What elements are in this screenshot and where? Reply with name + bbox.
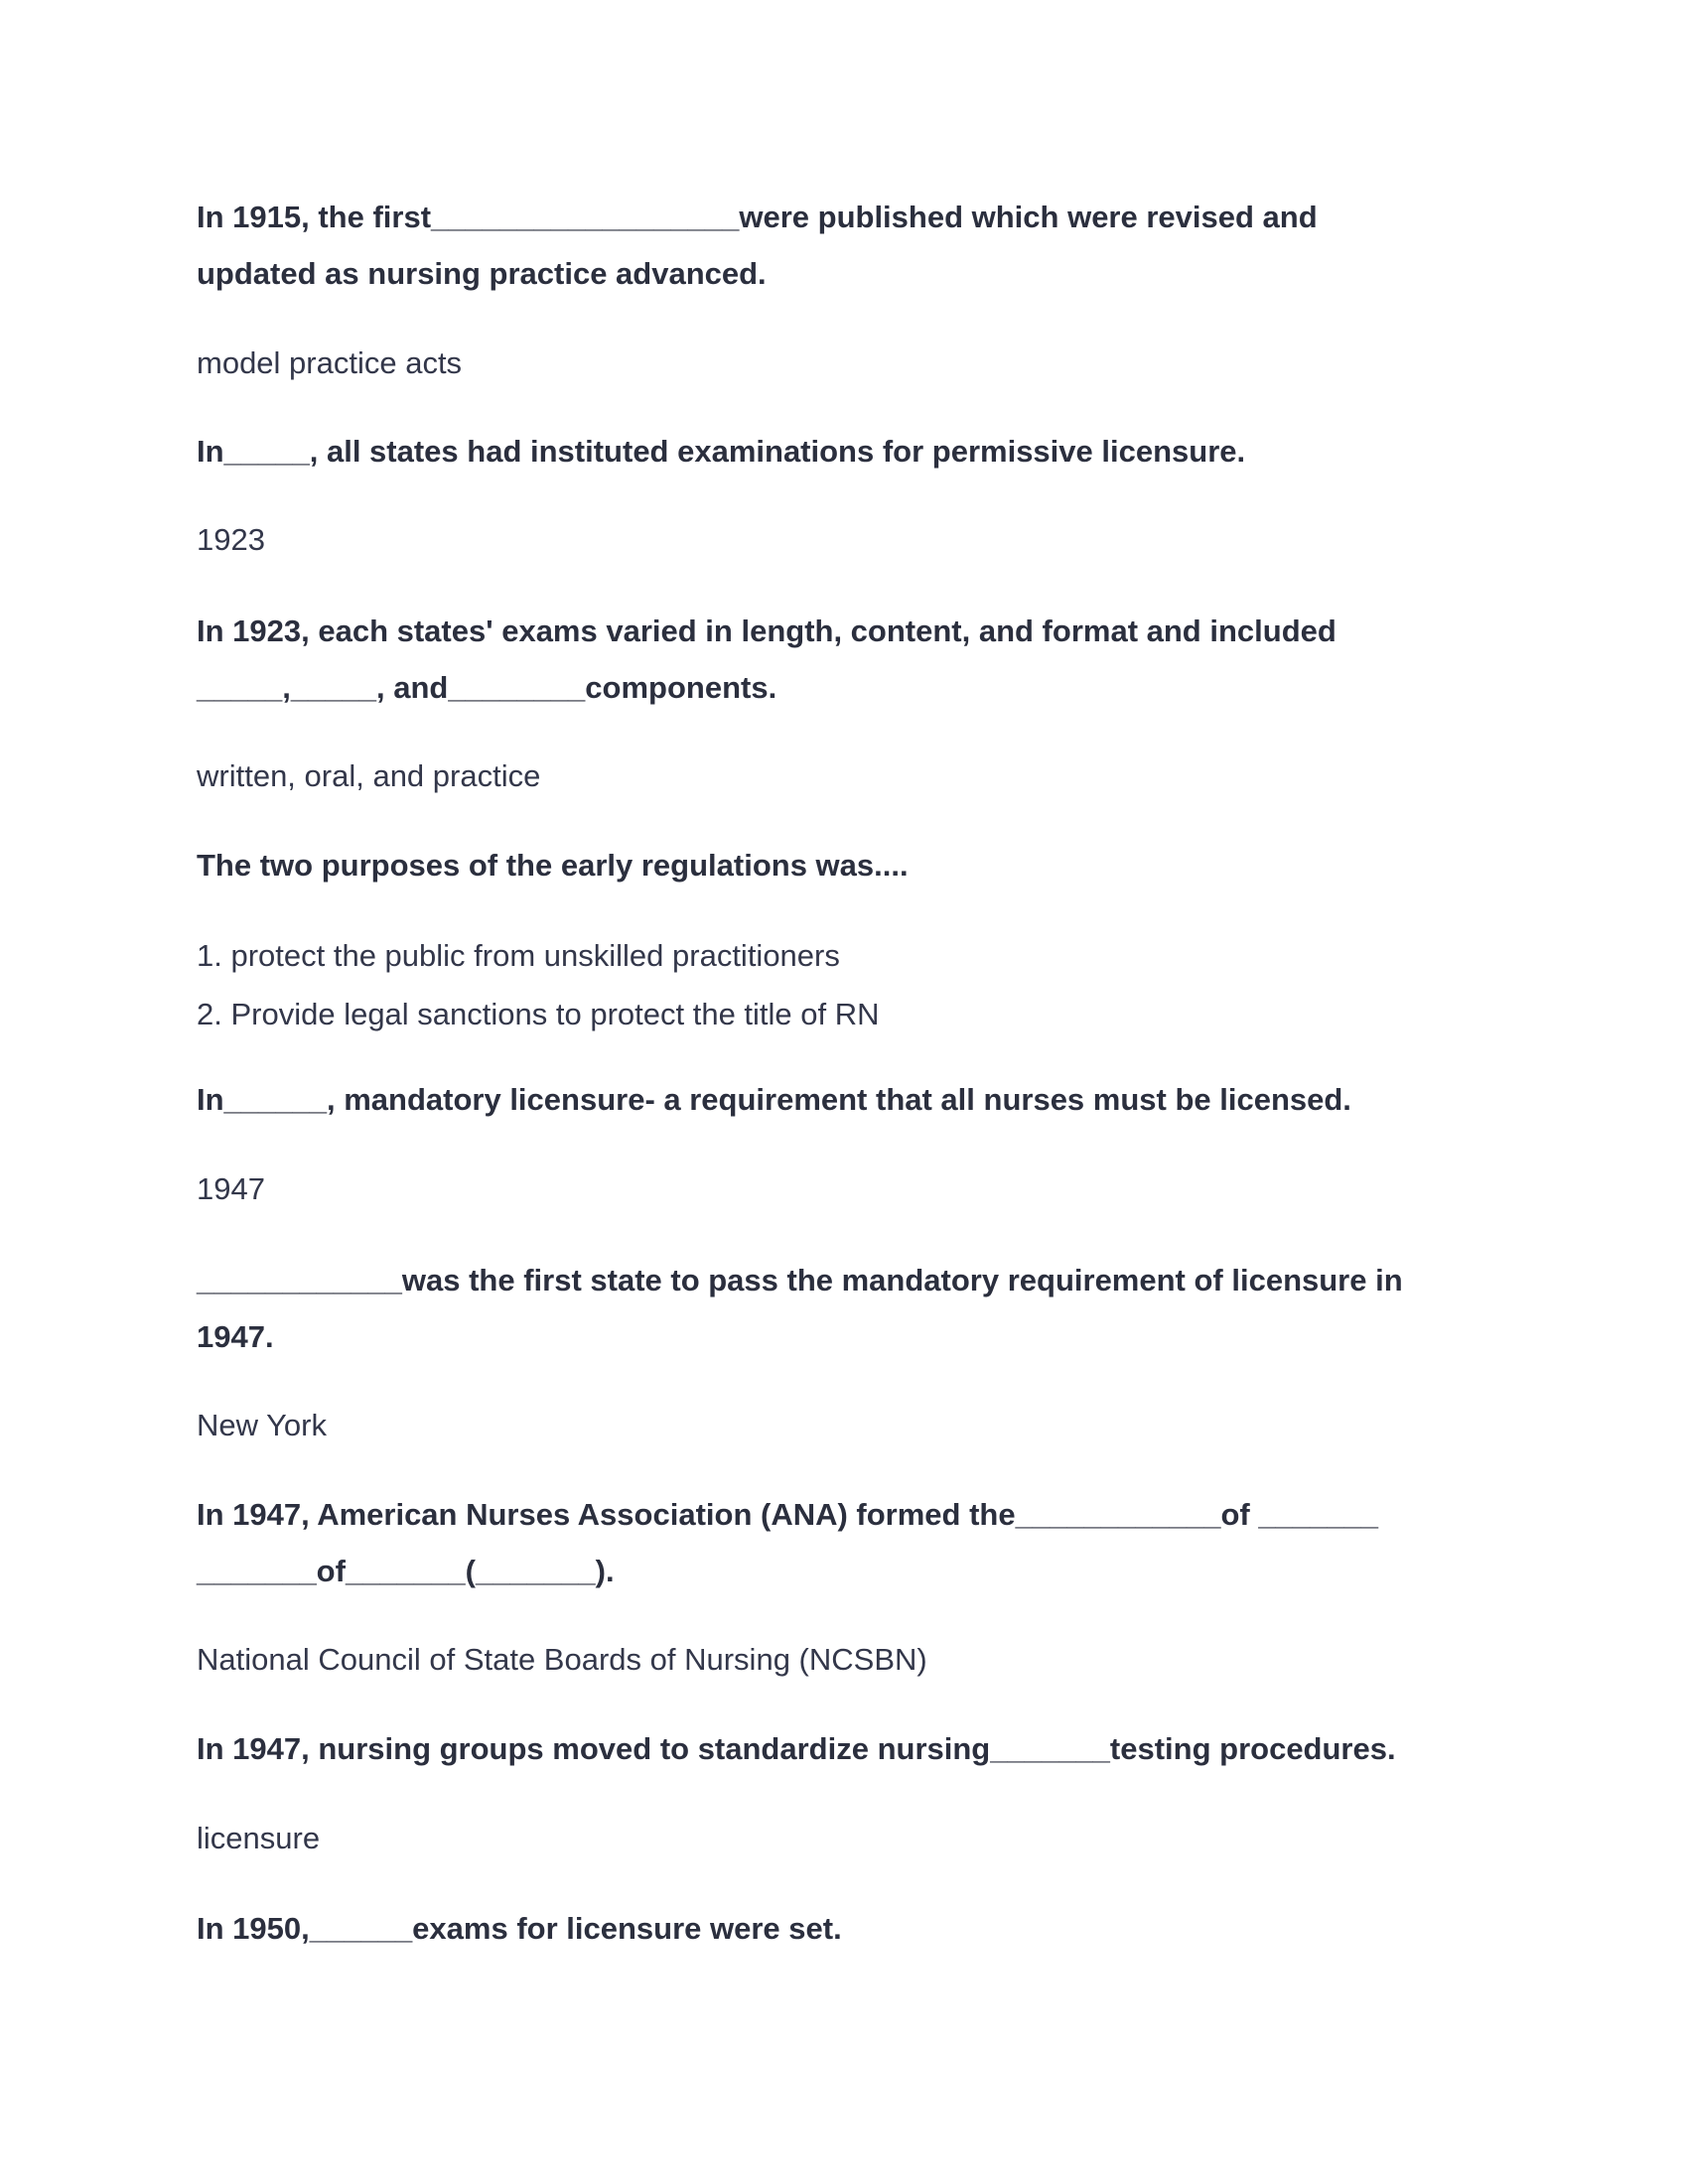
answer-line: licensure [197,1821,321,1855]
answer-mandatory-licensure [197,1160,1517,1217]
question-first-state [197,1252,1517,1365]
answer-line: National Council of State Boards of Nursing (NCSBN) [197,1642,927,1677]
answer-line: 1923 [197,522,265,557]
question-line: In 1947, nursing groups moved to standardize nursing_______testing procedures. [197,1731,1396,1766]
answer-line: 2. Provide legal sanctions to protect the title of RN [197,997,880,1031]
answer-line: written, oral, and practice [197,758,541,793]
answer-standardize [197,1810,1517,1866]
answer-first-state [197,1397,1517,1453]
question-ana [197,1486,1517,1599]
answer-permissive-licensure [197,511,1517,568]
question-line: _______of_______(_______). [197,1554,615,1588]
question-line: In 1923, each states' exams varied in length, content, and format and included [197,614,1336,648]
question-1915 [197,189,1517,302]
answer-purposes [197,926,1517,1043]
question-permissive-licensure [197,423,1517,479]
question-line: updated as nursing practice advanced. [197,256,767,291]
question-line: The two purposes of the early regulations was.... [197,848,909,883]
question-line: 1947. [197,1319,274,1354]
question-mandatory-licensure [197,1071,1517,1128]
question-standardize [197,1720,1517,1777]
question-line: In 1950,______exams for licensure were set. [197,1911,842,1946]
question-line: In 1915, the first__________________were published which were revised and [197,200,1318,234]
question-purposes [197,837,1517,893]
question-1950 [197,1900,1517,1957]
question-line: In______, mandatory licensure- a requirement that all nurses must be licensed. [197,1082,1351,1117]
answer-ana [197,1631,1517,1688]
question-line: In 1947, American Nurses Association (ANA) formed the____________of _______ [197,1497,1379,1532]
question-line: ____________was the first state to pass the mandatory requirement of licensure in [197,1263,1403,1297]
answer-exam-components [197,748,1517,804]
answer-1915 [197,335,1517,391]
question-line: _____,_____, and________components. [197,670,777,705]
answer-line: 1947 [197,1171,265,1206]
answer-line: New York [197,1408,327,1442]
question-line: In_____, all states had instituted examinations for permissive licensure. [197,434,1246,469]
answer-line: 1. protect the public from unskilled practitioners [197,938,840,973]
question-exam-components [197,603,1517,716]
answer-line: model practice acts [197,345,463,380]
